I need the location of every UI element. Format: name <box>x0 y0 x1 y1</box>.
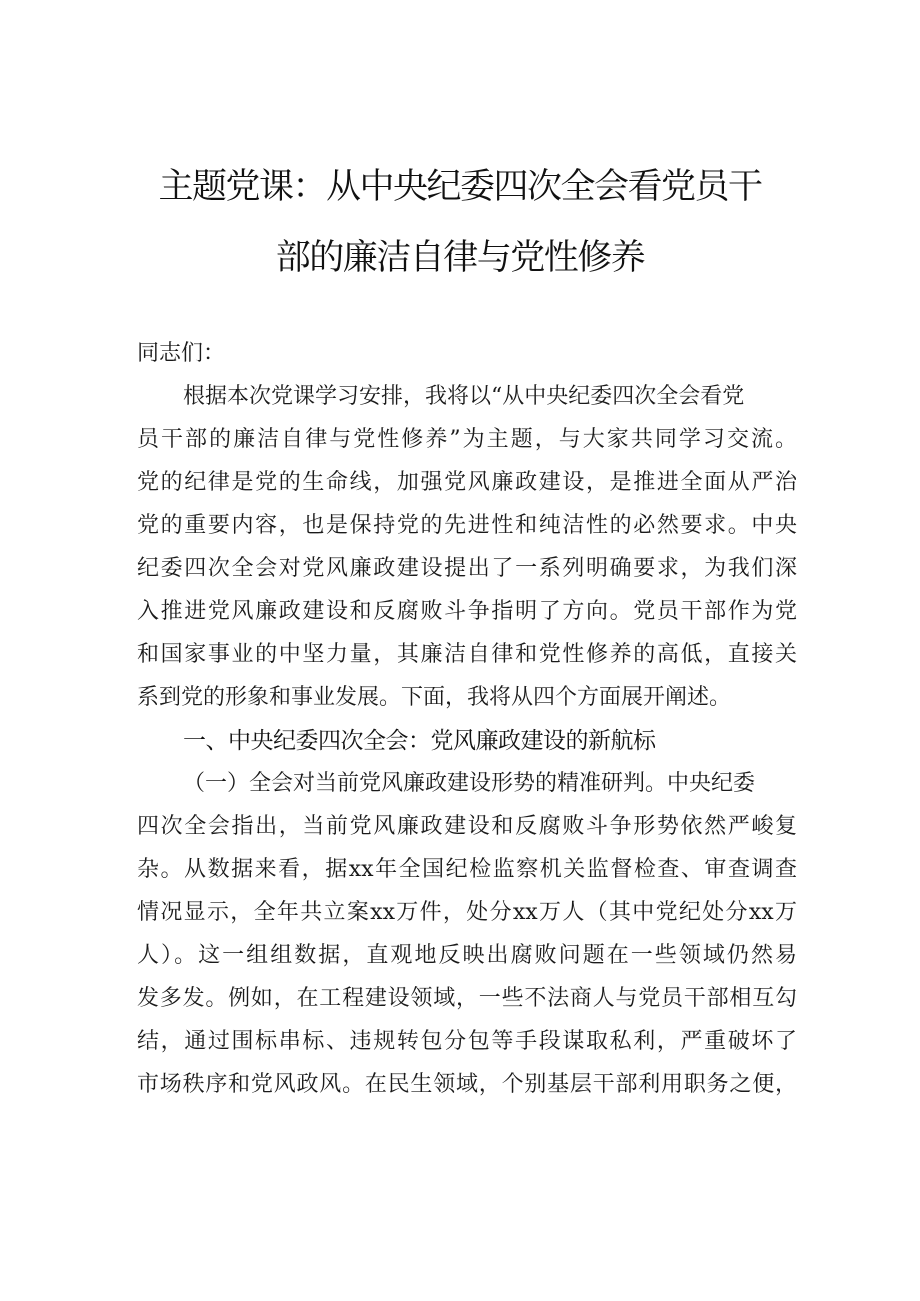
section-line: 人）。这一组组数据，直观地反映出腐败问题在一些领域仍然易 <box>137 943 797 968</box>
intro-line: 和国家事业的中坚力量，其廉洁自律和党性修养的高低，直接关 <box>137 642 797 667</box>
document-title-line-2: 部的廉洁自律与党性修养 <box>275 238 645 278</box>
intro-line: 纪委四次全会对党风廉政建设提出了一系列明确要求，为我们深 <box>137 556 797 581</box>
intro-line: 党的重要内容，也是保持党的先进性和纯洁性的必然要求。中央 <box>137 513 797 538</box>
intro-line: 入推进党风廉政建设和反腐败斗争指明了方向。党员干部作为党 <box>137 599 797 624</box>
document-title-line-1: 主题党课：从中央纪委四次全会看党员干 <box>158 167 762 207</box>
intro-line: 根据本次党课学习安排，我将以“从中央纪委四次全会看党 <box>183 384 745 409</box>
section-line: 发多发。例如，在工程建设领域，一些不法商人与党员干部相互勾 <box>137 986 797 1011</box>
intro-line: 系到党的形象和事业发展。下面，我将从四个方面展开阐述。 <box>137 685 732 710</box>
section-line: 市场秩序和党风政风。在民生领域，个别基层干部利用职务之便， <box>137 1072 797 1097</box>
intro-line: 党的纪律是党的生命线，加强党风廉政建设，是推进全面从严治 <box>137 470 797 495</box>
section-line: 四次全会指出，当前党风廉政建设和反腐败斗争形势依然严峻复 <box>137 814 797 839</box>
section-line: 结，通过围标串标、违规转包分包等手段谋取私利，严重破坏了 <box>137 1029 797 1054</box>
intro-line: 员干部的廉洁自律与党性修养”为主题，与大家共同学习交流。 <box>137 427 797 452</box>
section-heading: 一、中央纪委四次全会：党风廉政建设的新航标 <box>183 728 656 754</box>
section-line: （一）全会对当前党风廉政建设形势的精准研判。中央纪委 <box>183 771 756 796</box>
section-line: 情况显示，全年共立案xx万件，处分xx万人（其中党纪处分xx万 <box>137 900 797 925</box>
greeting: 同志们： <box>137 341 226 366</box>
section-line: 杂。从数据来看，据xx年全国纪检监察机关监督检查、审查调查 <box>137 857 797 882</box>
